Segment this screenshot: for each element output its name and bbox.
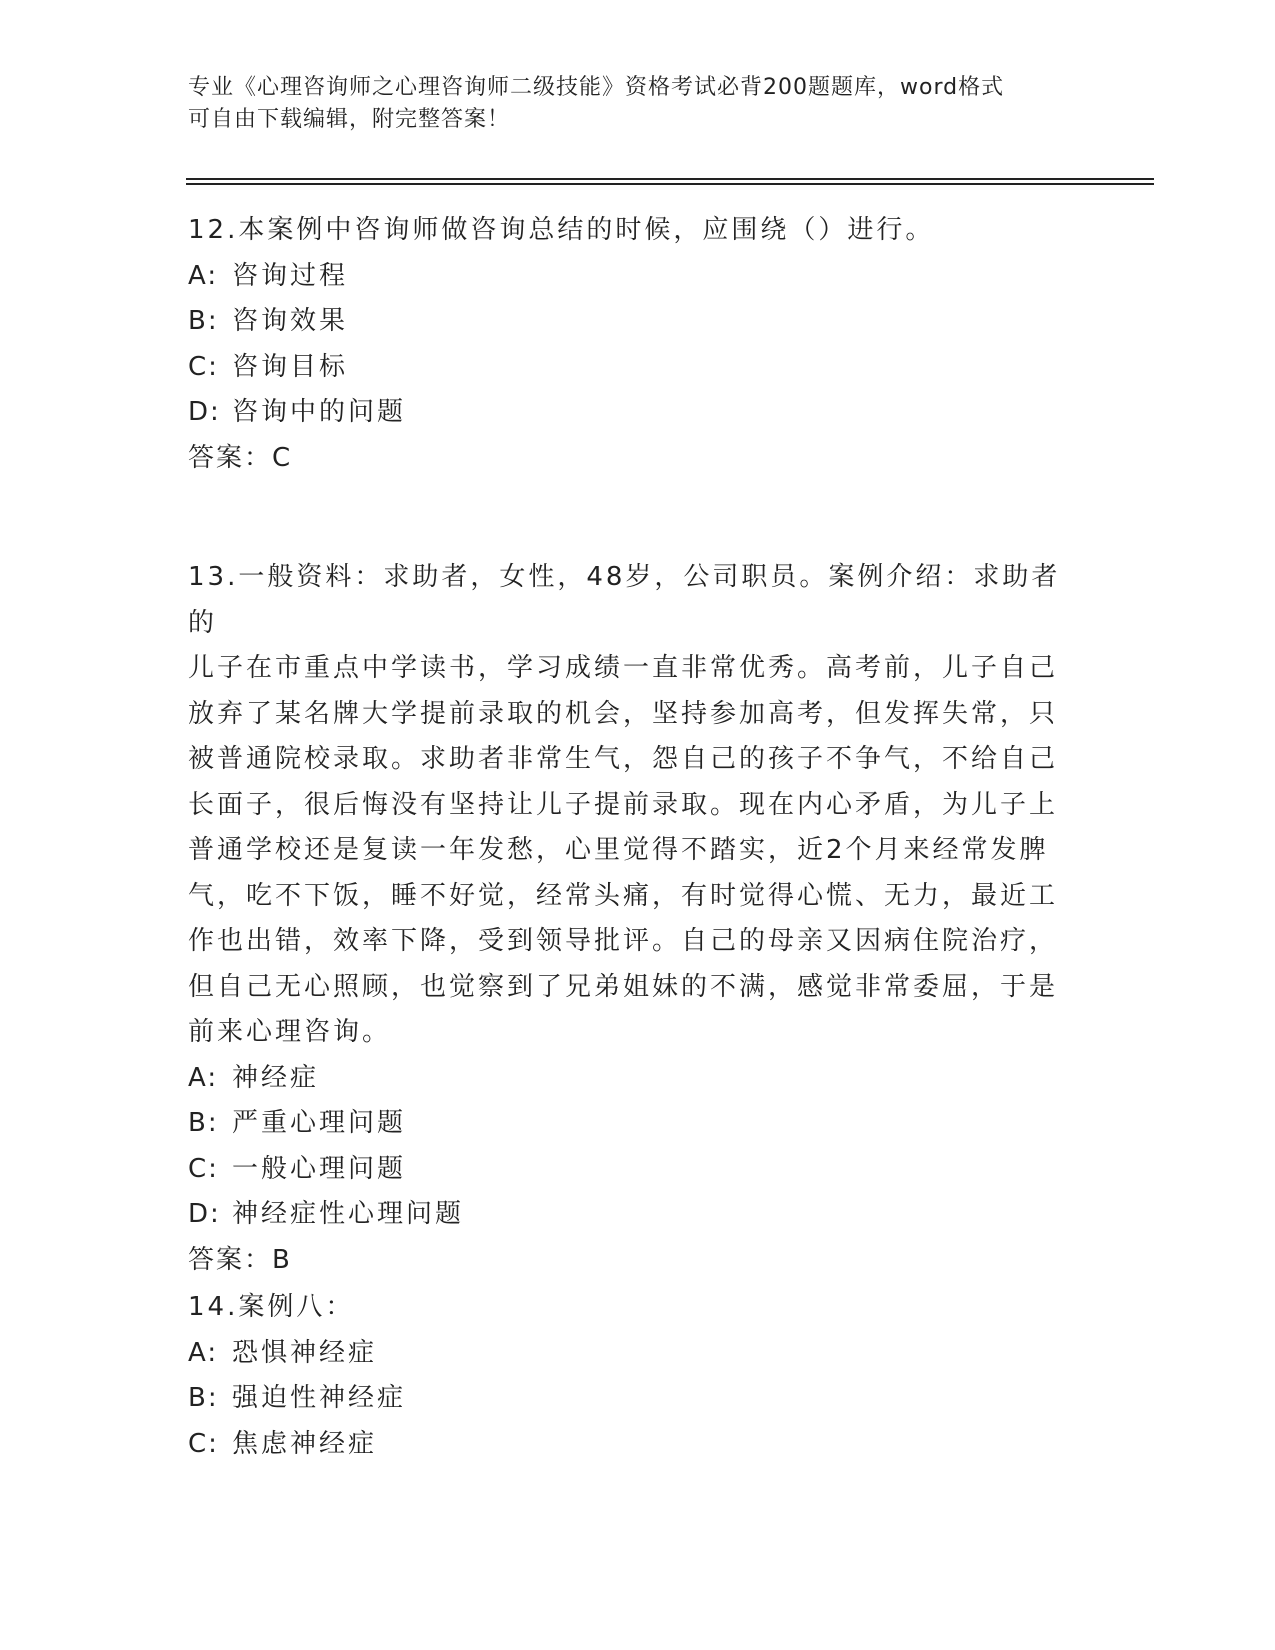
- question-12: [188, 208, 1088, 481]
- option-b: [188, 1376, 1088, 1422]
- option-text: 咨询中的问题: [232, 397, 407, 427]
- question-stem-line: 13.一般资料：求助者，女性，48岁，公司职员。案例介绍：求助者的: [188, 562, 1061, 638]
- option-letter: A:: [188, 260, 219, 291]
- question-stem-line: 放弃了某名牌大学提前录取的机会，坚持参加高考，但发挥失常，只: [188, 698, 1059, 729]
- option-b: [188, 299, 1088, 345]
- option-letter: D:: [188, 1199, 221, 1229]
- option-text: 强迫性神经症: [232, 1383, 407, 1413]
- option-text: 神经症性心理问题: [232, 1199, 465, 1229]
- question-stem-line: 前来心理咨询。: [188, 1017, 392, 1047]
- question-stem-line: 作也出错，效率下降，受到领导批评。自己的母亲又因病住院治疗，: [188, 926, 1059, 956]
- option-letter: A:: [188, 1337, 219, 1368]
- option-a: [188, 1056, 1088, 1102]
- question-14: [188, 1285, 1088, 1467]
- option-letter: D:: [188, 397, 221, 427]
- option-letter: B:: [188, 1108, 219, 1138]
- option-text: 神经症: [232, 1062, 320, 1093]
- question-stem-line: 长面子，很后悔没有坚持让儿子提前录取。现在内心矛盾，为儿子上: [188, 789, 1059, 820]
- option-c: [188, 345, 1088, 391]
- option-a: [188, 1331, 1088, 1377]
- option-a: [188, 254, 1088, 300]
- option-text: 咨询效果: [232, 306, 349, 336]
- option-letter: C:: [188, 1428, 219, 1459]
- question-stem: 14.案例八：: [188, 1292, 355, 1322]
- option-text: 咨询目标: [232, 351, 349, 382]
- header-divider-top: [186, 178, 1154, 180]
- header-line-2: 可自由下载编辑，附完整答案！: [188, 107, 511, 132]
- question-13: [188, 555, 1088, 1283]
- question-stem-line: 气，吃不下饭，睡不好觉，经常头痛，有时觉得心慌、无力，最近工: [188, 880, 1059, 911]
- option-b: [188, 1101, 1088, 1147]
- option-text: 恐惧神经症: [232, 1337, 378, 1368]
- option-text: 严重心理问题: [232, 1108, 407, 1138]
- option-text: 咨询过程: [232, 260, 349, 291]
- option-letter: B:: [188, 1383, 219, 1413]
- option-text: 焦虑神经症: [232, 1428, 378, 1459]
- answer: 答案：B: [188, 1244, 292, 1275]
- option-c: [188, 1147, 1088, 1193]
- option-c: [188, 1422, 1088, 1468]
- question-stem: 12.本案例中咨询师做咨询总结的时候，应围绕（）进行。: [188, 215, 935, 245]
- question-stem-line: 但自己无心照顾，也觉察到了兄弟姐妹的不满，感觉非常委屈，于是: [188, 971, 1059, 1002]
- question-stem-line: 儿子在市重点中学读书，学习成绩一直非常优秀。高考前，儿子自己: [188, 653, 1059, 683]
- option-letter: C:: [188, 1153, 219, 1184]
- answer: 答案：C: [188, 442, 293, 473]
- option-letter: B:: [188, 306, 219, 336]
- header-divider-bottom: [186, 183, 1154, 185]
- header-line-1: 专业《心理咨询师之心理咨询师二级技能》资格考试必背200题题库，word格式: [188, 75, 1005, 100]
- option-letter: C:: [188, 351, 219, 382]
- question-stem-line: 被普通院校录取。求助者非常生气，怨自己的孩子不争气，不给自己: [188, 744, 1059, 774]
- option-text: 一般心理问题: [232, 1153, 407, 1184]
- option-d: [188, 1192, 1088, 1238]
- option-letter: A:: [188, 1062, 219, 1093]
- question-stem-line: 普通学校还是复读一年发愁，心里觉得不踏实，近2个月来经常发脾: [188, 835, 1049, 865]
- option-d: [188, 390, 1088, 436]
- document-header: [188, 72, 1088, 136]
